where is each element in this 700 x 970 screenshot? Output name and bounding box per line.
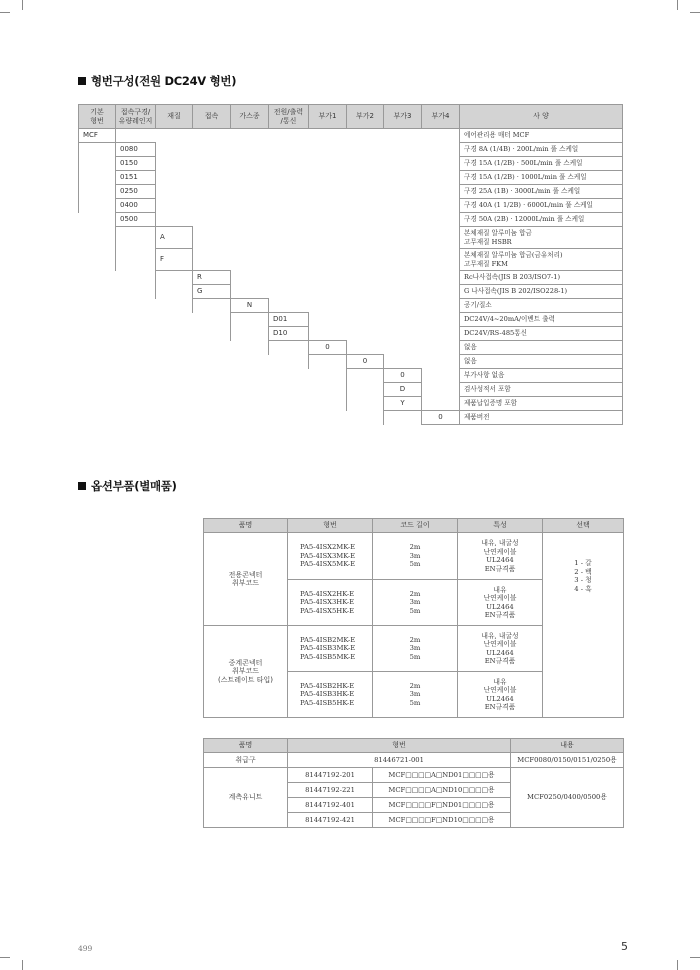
table-row — [79, 143, 623, 157]
code-cell: 0500 — [116, 213, 156, 227]
empty-cell — [231, 313, 269, 327]
code-cell: F — [156, 249, 193, 271]
model-cell: MCF□□□□F□ND10□□□□용 — [373, 813, 511, 828]
part-number-cell: 81447192-201 — [288, 768, 373, 783]
empty-cell — [156, 199, 460, 213]
desc-cell: 검사성적서 포함 — [460, 383, 623, 397]
section-title-text: 옵션부품(별매품) — [91, 479, 177, 493]
page-code: 499 — [78, 944, 93, 953]
empty-cell — [422, 397, 460, 411]
empty-cell — [231, 285, 460, 299]
empty-cell — [193, 249, 460, 271]
col-header: 코드 길이 — [373, 519, 458, 533]
desc-cell: 부가사항 없음 — [460, 369, 623, 383]
square-bullet-icon — [78, 77, 86, 85]
col-header: 부가3 — [384, 105, 422, 129]
empty-cell — [422, 383, 460, 397]
desc-cell: 제품버전 — [460, 411, 623, 425]
table-row — [79, 185, 623, 199]
empty-cell — [79, 397, 347, 411]
page-number: 5 — [621, 940, 628, 953]
empty-cell — [347, 369, 384, 383]
empty-cell — [79, 249, 116, 271]
code-cell: 0 — [309, 341, 347, 355]
col-header: 내용 — [511, 739, 624, 753]
desc-cell: 구경 50A (2B) · 12000L/min 풀 스케일 — [460, 213, 623, 227]
code-cell: 0080 — [116, 143, 156, 157]
empty-cell — [156, 285, 193, 299]
model-cell: PA5-4ISB2MK-E PA5-4ISB3MK-E PA5-4ISB5MK-E — [288, 626, 373, 672]
empty-cell — [347, 341, 460, 355]
model-cell: PA5-4ISX2MK-E PA5-4ISX3MK-E PA5-4ISX5MK-E — [288, 533, 373, 580]
desc-line: 고무재질 FKM — [464, 259, 508, 268]
col-header: 전원/출력 /통신 — [269, 105, 309, 129]
desc-cell: 없음 — [460, 355, 623, 369]
desc-cell: 구경 15A (1/2B) · 1000L/min 풀 스케일 — [460, 171, 623, 185]
empty-cell — [309, 327, 460, 341]
length-cell: 2m 3m 5m — [373, 580, 458, 626]
desc-line: 본체재질 알루미늄 합금(금유처리) — [464, 250, 563, 259]
empty-cell — [79, 355, 309, 369]
empty-cell — [116, 129, 460, 143]
empty-cell — [384, 411, 422, 425]
empty-cell — [156, 157, 460, 171]
empty-cell — [79, 411, 384, 425]
table-row — [79, 157, 623, 171]
table-header-row — [204, 519, 624, 533]
desc-cell: 구경 25A (1B) · 3000L/min 풀 스케일 — [460, 185, 623, 199]
crop-mark — [690, 12, 700, 13]
empty-cell — [269, 299, 460, 313]
desc-cell: DC24V/4~20mA/이벤트 출력 — [460, 313, 623, 327]
code-cell: 0 — [422, 411, 460, 425]
col-header: 선택 — [543, 519, 624, 533]
section-title-text: 형번구성(전원 DC24V 형번) — [91, 74, 237, 88]
content-cell: MCF0080/0150/0151/0250용 — [511, 753, 624, 768]
desc-cell: DC24V/RS-485통신 — [460, 327, 623, 341]
model-cell: 81446721-001 — [288, 753, 511, 768]
table-row — [204, 533, 624, 580]
code-cell: 0151 — [116, 171, 156, 185]
part-number-cell: 81447192-221 — [288, 783, 373, 798]
code-cell: 0150 — [116, 157, 156, 171]
empty-cell — [309, 313, 460, 327]
desc-cell: G 나사접속(JIS B 202/ISO228-1) — [460, 285, 623, 299]
square-bullet-icon — [78, 482, 86, 490]
table-row — [79, 249, 623, 271]
length-cell: 2m 3m 5m — [373, 672, 458, 718]
table-row — [79, 171, 623, 185]
code-cell: D — [384, 383, 422, 397]
col-header: 기본 형번 — [79, 105, 116, 129]
code-cell: G — [193, 285, 231, 299]
col-header: 접속구경/ 유량레인지 — [116, 105, 156, 129]
empty-cell — [79, 285, 156, 299]
desc-cell: 에어관리용 매터 MCF — [460, 129, 623, 143]
empty-cell — [79, 185, 116, 199]
empty-cell — [79, 383, 347, 397]
empty-cell — [384, 355, 460, 369]
code-cell: Y — [384, 397, 422, 411]
table-row — [79, 129, 623, 143]
props-cell: 내유, 내굴성 난연케이블 UL2464 EN규격품 — [458, 533, 543, 580]
model-cell: MCF□□□□A□ND10□□□□용 — [373, 783, 511, 798]
product-name-cell: 계측유니트 — [204, 768, 288, 828]
code-cell: 0 — [347, 355, 384, 369]
crop-mark — [0, 12, 10, 13]
section-title-options — [78, 478, 177, 494]
col-header: 재질 — [156, 105, 193, 129]
empty-cell — [193, 299, 231, 313]
props-cell: 내유, 내굴성 난연케이블 UL2464 EN규격품 — [458, 626, 543, 672]
code-cell: 0 — [384, 369, 422, 383]
table-row — [79, 397, 623, 411]
table-row — [79, 227, 623, 249]
empty-cell — [79, 227, 116, 249]
crop-mark — [677, 960, 678, 970]
type-code-table — [78, 104, 623, 425]
empty-cell — [309, 355, 347, 369]
table-row — [79, 199, 623, 213]
section-title-type-code — [78, 73, 236, 89]
model-cell: PA5-4ISB2HK-E PA5-4ISB3HK-E PA5-4ISB5HK-E — [288, 672, 373, 718]
desc-cell: 구경 40A (1 1/2B) · 6000L/min 풀 스케일 — [460, 199, 623, 213]
props-cell: 내유 난연케이블 UL2464 EN규격품 — [458, 580, 543, 626]
code-cell: 0250 — [116, 185, 156, 199]
empty-cell — [79, 157, 116, 171]
crop-mark — [677, 0, 678, 10]
desc-cell: Rc나사접속(JIS B 203/ISO7-1) — [460, 271, 623, 285]
selection-cell: 1 - 갈 2 - 백 3 - 청 4 - 흑 — [543, 533, 624, 626]
empty-cell — [156, 143, 460, 157]
crop-mark — [0, 957, 10, 958]
col-header: 형번 — [288, 739, 511, 753]
desc-cell: 없음 — [460, 341, 623, 355]
table-header-row — [79, 105, 623, 129]
code-cell: 0400 — [116, 199, 156, 213]
empty-cell — [156, 213, 460, 227]
col-header: 부가4 — [422, 105, 460, 129]
empty-cell — [79, 313, 231, 327]
product-name-cell: 취급구 — [204, 753, 288, 768]
desc-line: 고무재질 HSBR — [464, 237, 512, 246]
col-header: 부가2 — [347, 105, 384, 129]
code-cell: A — [156, 227, 193, 249]
props-cell: 내유 난연케이블 UL2464 EN규격품 — [458, 672, 543, 718]
empty-cell — [543, 626, 624, 718]
empty-cell — [269, 341, 309, 355]
empty-cell — [79, 213, 116, 227]
col-header: 사 양 — [460, 105, 623, 129]
table-row — [79, 383, 623, 397]
table-row — [79, 341, 623, 355]
accessory-table — [203, 738, 624, 828]
empty-cell — [422, 369, 460, 383]
empty-cell — [116, 227, 156, 249]
desc-cell — [460, 249, 623, 271]
empty-cell — [231, 271, 460, 285]
table-row — [79, 213, 623, 227]
empty-cell — [116, 249, 156, 271]
empty-cell — [79, 271, 156, 285]
table-row — [79, 355, 623, 369]
part-number-cell: 81447192-401 — [288, 798, 373, 813]
code-cell: D01 — [269, 313, 309, 327]
code-cell: N — [231, 299, 269, 313]
col-header: 품명 — [204, 519, 288, 533]
col-header: 부가1 — [309, 105, 347, 129]
length-cell: 2m 3m 5m — [373, 533, 458, 580]
table-row — [79, 313, 623, 327]
desc-cell: 구경 15A (1/2B) · 500L/min 풀 스케일 — [460, 157, 623, 171]
table-row — [79, 369, 623, 383]
model-cell: MCF□□□□F□ND01□□□□용 — [373, 798, 511, 813]
empty-cell — [193, 227, 460, 249]
table-row — [204, 753, 624, 768]
table-row — [204, 626, 624, 672]
empty-cell — [347, 397, 384, 411]
crop-mark — [22, 0, 23, 10]
empty-cell — [79, 143, 116, 157]
table-row — [79, 411, 623, 425]
product-name-cell: 중계콘넥터 취부코드 (스트레이트 타입) — [204, 626, 288, 718]
desc-cell: 제품납입증명 포함 — [460, 397, 623, 411]
empty-cell — [79, 369, 347, 383]
part-number-cell: 81447192-421 — [288, 813, 373, 828]
crop-mark — [690, 957, 700, 958]
desc-cell: 구경 8A (1/4B) · 200L/min 풀 스케일 — [460, 143, 623, 157]
empty-cell — [79, 341, 269, 355]
content-cell: MCF0250/0400/0500용 — [511, 768, 624, 828]
desc-line: 본체재질 알루미늄 합금 — [464, 228, 532, 237]
empty-cell — [156, 171, 460, 185]
option-parts-table — [203, 518, 624, 718]
table-row — [79, 271, 623, 285]
empty-cell — [156, 185, 460, 199]
empty-cell — [156, 271, 193, 285]
desc-cell — [460, 227, 623, 249]
col-header: 가스종 — [231, 105, 269, 129]
empty-cell — [79, 327, 231, 341]
code-cell: D10 — [269, 327, 309, 341]
empty-cell — [79, 299, 193, 313]
table-row — [79, 327, 623, 341]
empty-cell — [231, 327, 269, 341]
col-header: 형번 — [288, 519, 373, 533]
col-header: 접속 — [193, 105, 231, 129]
table-row — [79, 285, 623, 299]
empty-cell — [347, 383, 384, 397]
crop-mark — [22, 960, 23, 970]
col-header: 품명 — [204, 739, 288, 753]
col-header: 특성 — [458, 519, 543, 533]
length-cell: 2m 3m 5m — [373, 626, 458, 672]
empty-cell — [79, 199, 116, 213]
product-name-cell: 전용콘넥터 취부코드 — [204, 533, 288, 626]
code-cell: R — [193, 271, 231, 285]
table-header-row — [204, 739, 624, 753]
table-row — [204, 768, 624, 783]
empty-cell — [79, 171, 116, 185]
code-cell: MCF — [79, 129, 116, 143]
desc-cell: 공기/질소 — [460, 299, 623, 313]
model-cell: PA5-4ISX2HK-E PA5-4ISX3HK-E PA5-4ISX5HK-E — [288, 580, 373, 626]
table-row — [79, 299, 623, 313]
model-cell: MCF□□□□A□ND01□□□□용 — [373, 768, 511, 783]
